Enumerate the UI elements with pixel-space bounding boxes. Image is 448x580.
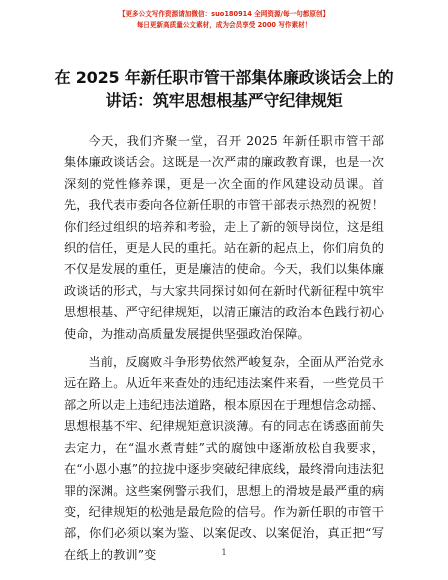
promo-banner-line-1: 【更多公文写作资源请加微信：suo180914 全网资源/每一句都原创】 [118,10,330,18]
page-number: 1 [221,548,227,557]
document-title-line-2: 讲话：筑牢思想根基严守纪律规矩 [105,91,343,110]
body-paragraph-1: 今天，我们齐聚一堂，召开 2025 年新任职市管干部集体廉政谈话会。这既是一次严肃的廉政教育课，也是一次深刻的党性修养课，更是一次全面的作风建设动员课。首先，我代表市委向各位新任职的市管干部表示热烈的祝贺！你们经过组织的培养和考验，走上了新的领导岗位，这是组织的信任，更是人民的重托。站在新的起点上，你们肩负的不仅是发展的重任，更是廉洁的使命。今天，我们以集体廉政谈话的形式，与大家共同探讨如何在新时代新征程中筑牢思想根基、严守纪律规矩，以清正廉洁的政治本色践行初心使命，为推动高质量发展提供坚强政治保障。 [64,134,384,341]
document-title-line-1: 在 2025 年新任职市管干部集体廉政谈话会上的 [54,68,394,87]
body-paragraph-2: 当前，反腐败斗争形势依然严峻复杂，全面从严治党永远在路上。从近年来查处的违纪违法案件来看，一些党员干部之所以走上违纪违法道路，根本原因在于理想信念动摇、思想根基不牢、纪律规矩意识淡薄。有的同志在诱惑面前失去定力，在“温水煮青蛙”式的腐蚀中逐渐放松自我要求，在“小恩小惠”的拉拢中逐步突破纪律底线，最终滑向违法犯罪的深渊。这些案例警示我们，思想上的滑坡是最严重的病变，纪律规矩的松弛是最危险的信号。作为新任职的市管干部，你们必须以案为鉴、以案促改、以案促治，真正把“写在纸上的教训”变 [64,355,384,562]
document-body [64,131,384,573]
promo-banner-line-2: 每日更新高质量公文素材，成为会员享受 2000 写作素材！ [136,21,312,29]
